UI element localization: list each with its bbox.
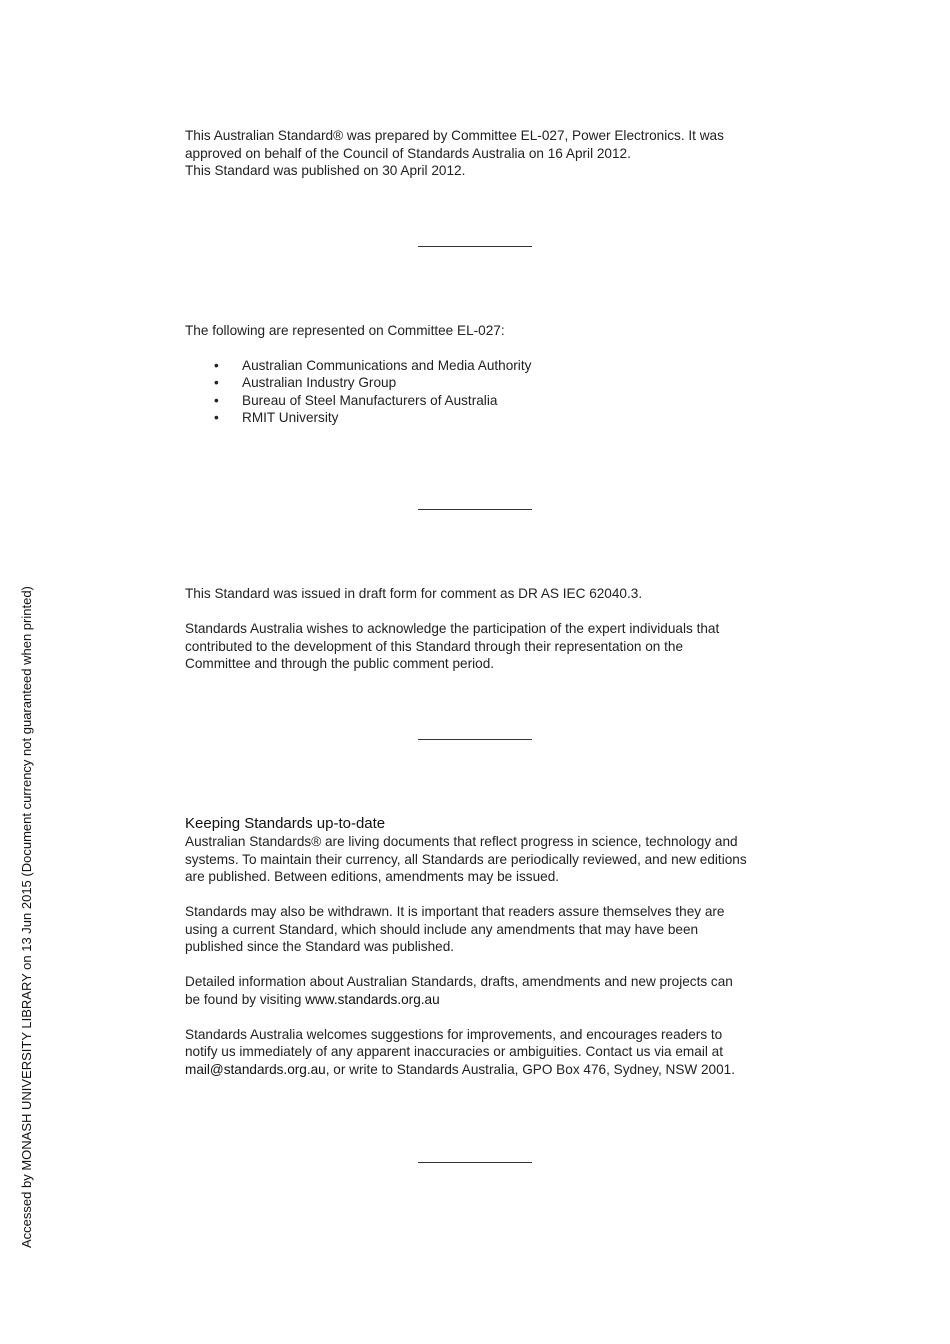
- draft-issued-text: This Standard was issued in draft form for comment as DR AS IEC 62040.3.: [185, 586, 643, 601]
- access-notice: Accessed by MONASH UNIVERSITY LIBRARY on 13 Jun 2015 (Document currency not guaranteed when printed): [19, 586, 34, 1248]
- info-line-2: [185, 991, 775, 1009]
- bullet-icon: •: [214, 357, 219, 373]
- bullet-icon: •: [214, 392, 219, 408]
- list-item: [185, 357, 775, 375]
- section-heading: Keeping Standards up-to-date: [185, 815, 386, 832]
- ack-line-2: contributed to the development of this Standard through their representation on the: [185, 638, 684, 654]
- living-docs-line-1: Australian Standards® are living documents that reflect progress in science, technology and: [185, 834, 738, 849]
- withdrawn-line-2: using a current Standard, which should include any amendments that may have been: [185, 921, 699, 937]
- member-name: RMIT University: [242, 410, 339, 425]
- living-docs-line-2: systems. To maintain their currency, all Standards are periodically reviewed, and new editions: [185, 851, 747, 867]
- list-item: [185, 409, 775, 427]
- prepared-line-2: approved on behalf of the Council of Standards Australia on 16 April 2012.: [185, 145, 631, 161]
- withdrawn-line-1: Standards may also be withdrawn. It is important that readers assure themselves they are: [185, 904, 725, 919]
- member-name: Australian Communications and Media Authority: [242, 357, 532, 373]
- committee-members-list: [185, 357, 775, 427]
- info-line-1: Detailed information about Australian Standards, drafts, amendments and new projects can: [185, 974, 733, 989]
- published-line: This Standard was published on 30 April 2012.: [185, 163, 466, 178]
- email-link[interactable]: mail@standards.org.au: [185, 1061, 326, 1077]
- section-divider-3: [418, 739, 532, 740]
- bullet-icon: •: [214, 410, 219, 425]
- section-divider-2: [418, 509, 532, 510]
- ack-line-1: Standards Australia wishes to acknowledge the participation of the expert individuals that: [185, 621, 720, 636]
- section-divider-4: [418, 1162, 532, 1163]
- draft-acknowledgement: [185, 585, 775, 673]
- list-item: [185, 392, 775, 410]
- committee-intro: The following are represented on Committee EL-027:: [185, 323, 505, 338]
- committee-representation: [185, 322, 775, 427]
- member-name: Australian Industry Group: [242, 375, 397, 390]
- bullet-icon: •: [214, 375, 219, 390]
- info-prefix: be found by visiting: [185, 991, 306, 1007]
- contact-line-1: Standards Australia welcomes suggestions for improvements, and encourages readers to: [185, 1026, 723, 1042]
- contact-line-3: [185, 1061, 775, 1079]
- living-docs-line-3: are published. Between editions, amendments may be issued.: [185, 869, 560, 884]
- withdrawn-line-3: published since the Standard was published.: [185, 939, 455, 954]
- list-item: [185, 374, 775, 392]
- preparation-statement: [185, 127, 775, 180]
- contact-line-2: notify us immediately of any apparent inaccuracies or ambiguities. Contact us via email at: [185, 1044, 723, 1059]
- prepared-line-1: This Australian Standard® was prepared by Committee EL-027, Power Electronics. It was: [185, 128, 724, 143]
- ack-line-3: Committee and through the public comment period.: [185, 656, 495, 671]
- section-divider-1: [418, 246, 532, 247]
- member-name: Bureau of Steel Manufacturers of Australia: [242, 392, 498, 408]
- keeping-standards-section: [185, 815, 775, 1078]
- website-link[interactable]: www.standards.org.au: [305, 991, 440, 1007]
- contact-suffix: , or write to Standards Australia, GPO Box 476, Sydney, NSW 2001.: [325, 1061, 736, 1077]
